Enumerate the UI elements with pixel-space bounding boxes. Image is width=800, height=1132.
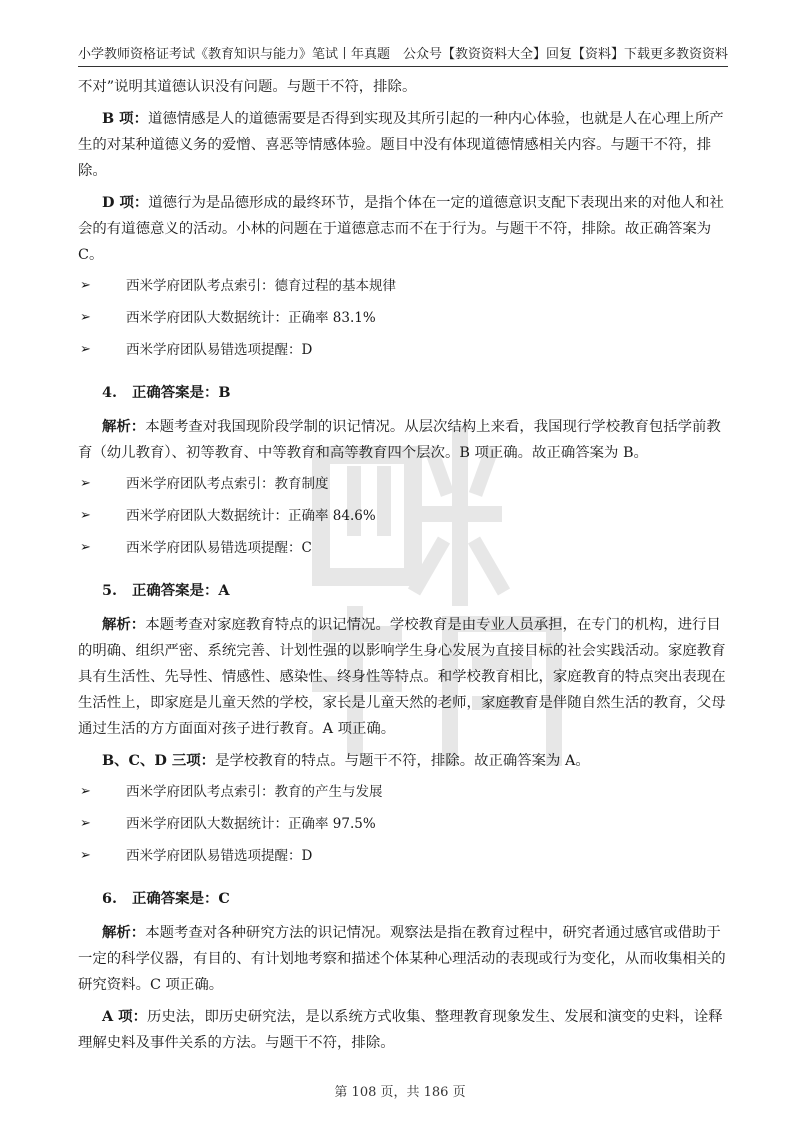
arrow-bullet-icon: ➢ — [80, 848, 91, 863]
q6-analysis — [78, 920, 728, 998]
q3-bullet-error: ➢ 西米学府团队易错选项提醒：D — [78, 338, 728, 362]
q4-bullet-error: ➢ 西米学府团队易错选项提醒：C — [78, 536, 728, 560]
q5-bullet-error: ➢ 西米学府团队易错选项提醒：D — [78, 844, 728, 868]
q3-option-d — [78, 190, 728, 268]
q5-bullet-topic: ➢ 西米学府团队考点索引：教育的产生与发展 — [78, 780, 728, 804]
continuation-text: 不对”说明其道德认识没有问题。与题干不符，排除。 — [78, 79, 417, 95]
q6-analysis-label: 解析： — [102, 924, 146, 941]
page-content — [78, 74, 728, 1062]
q4-bullet-topic: ➢ 西米学府团队考点索引：教育制度 — [78, 472, 728, 496]
q3-option-d-label: D 项： — [102, 194, 149, 211]
q4-bullet-stats: ➢ 西米学府团队大数据统计：正确率 84.6% — [78, 504, 728, 528]
arrow-bullet-icon: ➢ — [80, 342, 91, 357]
q5-analysis-text: 本题考查对家庭教育特点的识记情况。学校教育是由专业人员承担，在专门的机构，进行目的明确、组织严密、系统完善、计划性强的以影响学生身心发展为直接目标的社会实践活动。家庭教育具有生活性、先导性、情感性、感染性、终身性等特点。和学校教育相比，家庭教育的特点突出表现在生活性上，即家庭是儿童天然的学校，家长是儿童天然的老师，家庭教育是伴随自然生活的教育，父母通过生活的方方面面对孩子进行教育。A 项正确。 — [78, 617, 726, 737]
q3-option-b — [78, 106, 728, 184]
arrow-bullet-icon: ➢ — [80, 508, 91, 523]
page-number: 第 108 页，共 186 页 — [334, 1085, 466, 1100]
header-promo: 公众号【教资资料大全】回复【资料】下载更多教资资料 — [402, 47, 728, 62]
q6-option-a — [78, 1004, 728, 1056]
q5-options-bcd — [78, 748, 728, 774]
arrow-bullet-icon: ➢ — [80, 278, 91, 293]
q3-option-b-text: 道德情感是人的道德需要是否得到实现及其所引起的一种内心体验，也就是人在心理上所产生的对某种道德义务的爱憎、喜恶等情感体验。题目中没有体现道德情感相关内容。与题干不符，排除。 — [78, 111, 724, 179]
q4-analysis-text: 本题考查对我国现阶段学制的识记情况。从层次结构上来看，我国现行学校教育包括学前教育（幼儿教育）、初等教育、中等教育和高等教育四个层次。B 项正确。故正确答案为 B。 — [78, 419, 721, 461]
q3-option-b-label: B 项： — [102, 110, 148, 127]
arrow-bullet-icon: ➢ — [80, 784, 91, 799]
arrow-bullet-icon: ➢ — [80, 540, 91, 555]
q6-heading: 6. 正确答案是：C — [102, 890, 230, 907]
q6-option-a-label: A 项： — [102, 1008, 147, 1025]
q4-analysis-label: 解析： — [102, 418, 146, 435]
q5-options-bcd-label: B、C、D 三项： — [102, 752, 216, 769]
q3-option-d-text: 道德行为是品德形成的最终环节，是指个体在一定的道德意识支配下表现出来的对他人和社会的有道德意义的活动。小林的问题在于道德意志而不在于行为。与题干不符，排除。故正确答案为 C。 — [78, 195, 724, 263]
q3-bullet-stats: ➢ 西米学府团队大数据统计：正确率 83.1% — [78, 306, 728, 330]
q6-option-a-text: 历史法，即历史研究法，是以系统方式收集、整理教育现象发生、发展和演变的史料，诠释理解史料及事件关系的方法。与题干不符，排除。 — [78, 1009, 723, 1051]
q5-analysis-label: 解析： — [102, 616, 146, 633]
arrow-bullet-icon: ➢ — [80, 816, 91, 831]
q3-bullet-topic: ➢ 西米学府团队考点索引：德育过程的基本规律 — [78, 274, 728, 298]
page-header — [78, 44, 728, 67]
q5-answer: 正确答案是：A — [132, 582, 230, 599]
q4-answer: 正确答案是：B — [132, 384, 231, 401]
q4-analysis — [78, 414, 728, 466]
q5-heading: 5. 正确答案是：A — [102, 582, 230, 599]
q6-analysis-text: 本题考查对各种研究方法的识记情况。观察法是指在教育过程中，研究者通过感官或借助于一定的科学仪器，有目的、有计划地考察和描述个体某种心理活动的表现或行为变化，从而收集相关的研究资料。C 项正确。 — [78, 925, 726, 993]
arrow-bullet-icon: ➢ — [80, 476, 91, 491]
q5-analysis — [78, 612, 728, 742]
q6-answer: 正确答案是：C — [132, 890, 230, 907]
q5-options-bcd-text: 是学校教育的特点。与题干不符，排除。故正确答案为 A。 — [215, 753, 590, 769]
q4-heading: 4. 正确答案是：B — [102, 384, 231, 401]
header-title: 小学教师资格证考试《教育知识与能力》笔试丨年真题 — [78, 47, 391, 62]
q5-bullet-stats: ➢ 西米学府团队大数据统计：正确率 97.5% — [78, 812, 728, 836]
arrow-bullet-icon: ➢ — [80, 310, 91, 325]
